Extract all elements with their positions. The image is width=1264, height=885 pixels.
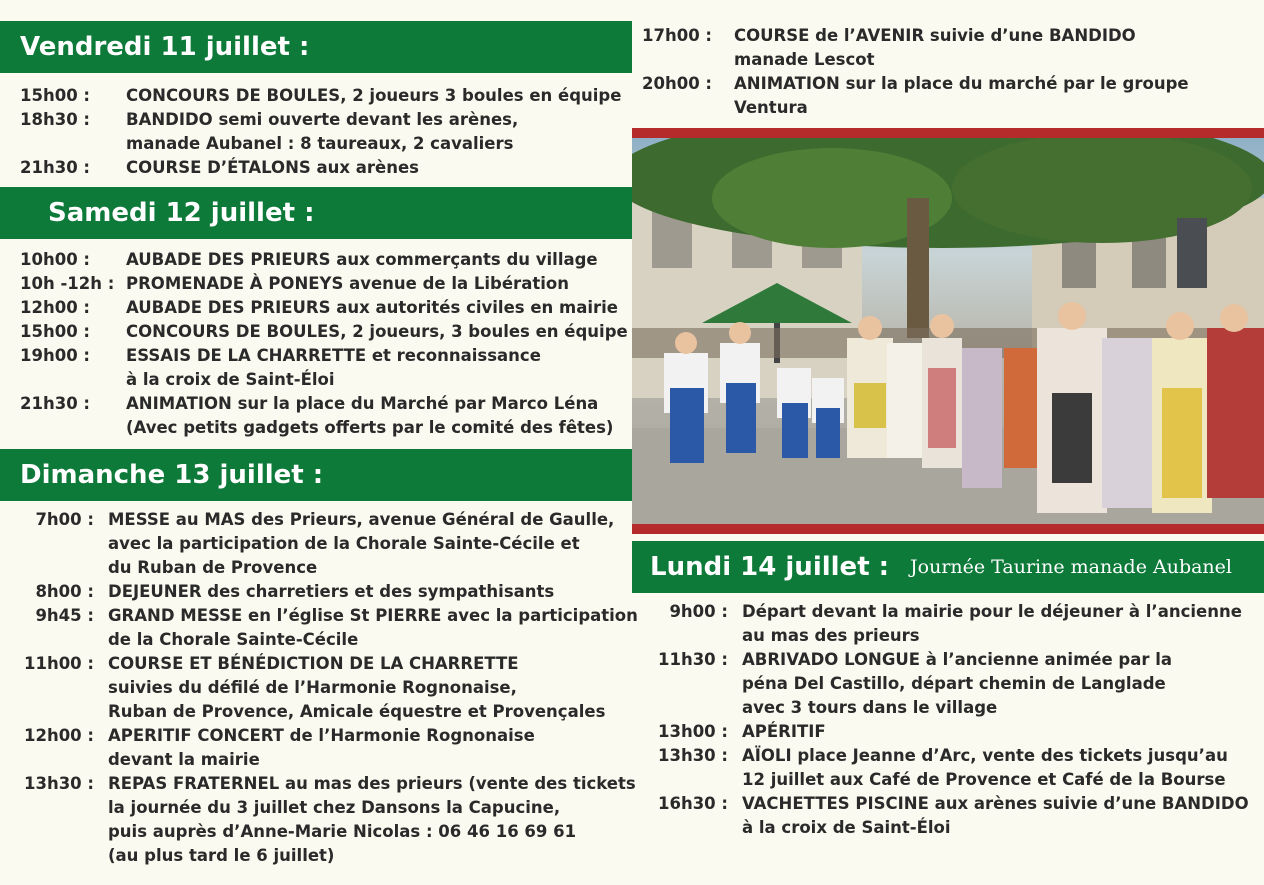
event-time: 17h00 :: [642, 26, 713, 45]
event-description: [108, 508, 638, 580]
event-line: ANIMATION sur la place du Marché par Marco Léna: [126, 394, 599, 413]
event-line: devant la mairie: [108, 750, 260, 769]
schedule-row: [20, 108, 621, 156]
event-line: manade Lescot: [734, 50, 875, 69]
day-header-vendredi: [0, 21, 632, 73]
schedule-row: [650, 648, 1249, 720]
day-title: Samedi 12 juillet :: [48, 198, 315, 228]
event-time: 10h -12h :: [20, 274, 115, 293]
event-line: CONCOURS DE BOULES, 2 joueurs 3 boules en équipe: [126, 86, 622, 105]
event-line: de la Chorale Sainte-Cécile: [108, 630, 359, 649]
event-description: [126, 156, 621, 180]
schedule-row: [650, 720, 1249, 744]
event-line: puis auprès d’Anne-Marie Nicolas : 06 46 16 69 61: [108, 822, 577, 841]
schedule-row: [20, 296, 628, 320]
event-description: [108, 652, 638, 724]
event-line: au mas des prieurs: [742, 626, 920, 645]
day-header-dimanche: [0, 449, 632, 501]
schedule-row: [20, 272, 628, 296]
event-line: PROMENADE À PONEYS avenue de la Libération: [126, 274, 569, 293]
schedule-vendredi: [20, 84, 621, 180]
schedule-row: [650, 600, 1249, 648]
schedule-lundi: [650, 600, 1249, 840]
event-line: COURSE ET BÉNÉDICTION DE LA CHARRETTE: [108, 654, 519, 673]
event-line: AÏOLI place Jeanne d’Arc, vente des tickets jusqu’au: [742, 746, 1228, 765]
event-description: [126, 248, 628, 272]
event-time: 15h00 :: [20, 86, 91, 105]
event-line: GRAND MESSE en l’église St PIERRE avec la participation: [108, 606, 638, 625]
day-header-lundi: [632, 541, 1264, 593]
event-time: 13h00 :: [657, 722, 728, 741]
event-description: [742, 792, 1249, 840]
event-line: (Avec petits gadgets offerts par le comité des fêtes): [126, 418, 614, 437]
event-line: ABRIVADO LONGUE à l’ancienne animée par la: [742, 650, 1173, 669]
event-line: Ruban de Provence, Amicale équestre et Provençales: [108, 702, 606, 721]
event-line: avec la participation de la Chorale Sainte-Cécile et: [108, 534, 580, 553]
parade-photo: [632, 138, 1264, 524]
event-description: [734, 72, 1189, 120]
event-description: [108, 580, 638, 604]
event-line: DEJEUNER des charretiers et des sympathisants: [108, 582, 555, 601]
event-time: 19h00 :: [20, 346, 91, 365]
photo-illustration: [632, 138, 1264, 524]
event-description: [108, 772, 638, 868]
event-line: COURSE de l’AVENIR suivie d’une BANDIDO: [734, 26, 1136, 45]
event-line: du Ruban de Provence: [108, 558, 318, 577]
event-line: Départ devant la mairie pour le déjeuner à l’ancienne: [742, 602, 1242, 621]
event-line: VACHETTES PISCINE aux arènes suivie d’une BANDIDO: [742, 794, 1249, 813]
event-time: 9h45 :: [35, 606, 94, 625]
event-line: 12 juillet aux Café de Provence et Café de la Bourse: [742, 770, 1226, 789]
event-line: CONCOURS DE BOULES, 2 joueurs, 3 boules en équipe: [126, 322, 628, 341]
event-time: 20h00 :: [642, 74, 713, 93]
schedule-samedi: [20, 248, 628, 440]
event-time: 15h00 :: [20, 322, 91, 341]
schedule-row: [20, 320, 628, 344]
event-time: 10h00 :: [20, 250, 91, 269]
day-title: Vendredi 11 juillet :: [20, 32, 310, 62]
event-line: à la croix de Saint-Éloi: [742, 818, 951, 837]
schedule-row: [642, 72, 1189, 120]
event-description: [108, 724, 638, 772]
event-description: [742, 720, 1249, 744]
schedule-row: [642, 24, 1189, 72]
schedule-row: [20, 724, 638, 772]
event-description: [126, 392, 628, 440]
event-description: [742, 648, 1249, 720]
schedule-row: [20, 344, 628, 392]
event-line: manade Aubanel : 8 taureaux, 2 cavaliers: [126, 134, 514, 153]
event-line: AUBADE DES PRIEURS aux commerçants du village: [126, 250, 598, 269]
event-time: 16h30 :: [657, 794, 728, 813]
schedule-samedi-suite: [642, 24, 1189, 120]
schedule-row: [20, 508, 638, 580]
event-line: suivies du défilé de l’Harmonie Rognonaise,: [108, 678, 517, 697]
event-time: 21h30 :: [20, 158, 91, 177]
event-line: COURSE D’ÉTALONS aux arènes: [126, 158, 419, 177]
event-line: la journée du 3 juillet chez Dansons la Capucine,: [108, 798, 561, 817]
event-time: 12h00 :: [23, 726, 94, 745]
event-time: 13h30 :: [23, 774, 94, 793]
event-description: [126, 108, 621, 156]
event-time: 13h30 :: [657, 746, 728, 765]
day-subtitle: Journée Taurine manade Aubanel: [910, 556, 1232, 578]
event-line: APERITIF CONCERT de l’Harmonie Rognonaise: [108, 726, 535, 745]
event-description: [742, 744, 1249, 792]
red-divider-bottom: [632, 524, 1264, 534]
schedule-row: [650, 792, 1249, 840]
event-line: BANDIDO semi ouverte devant les arènes,: [126, 110, 519, 129]
event-description: [126, 296, 628, 320]
event-description: [126, 84, 621, 108]
schedule-row: [20, 156, 621, 180]
schedule-row: [20, 652, 638, 724]
schedule-dimanche: [20, 508, 638, 868]
schedule-row: [20, 772, 638, 868]
event-line: à la croix de Saint-Éloi: [126, 370, 335, 389]
event-line: Ventura: [734, 98, 808, 117]
schedule-row: [20, 604, 638, 652]
event-description: [126, 320, 628, 344]
event-time: 7h00 :: [35, 510, 94, 529]
event-line: REPAS FRATERNEL au mas des prieurs (vente des tickets: [108, 774, 636, 793]
schedule-row: [20, 248, 628, 272]
event-line: APÉRITIF: [742, 722, 826, 741]
event-time: 8h00 :: [35, 582, 94, 601]
event-description: [734, 24, 1189, 72]
event-line: avec 3 tours dans le village: [742, 698, 998, 717]
event-description: [126, 344, 628, 392]
event-time: 11h00 :: [23, 654, 94, 673]
red-divider-top: [632, 128, 1264, 138]
event-time: 21h30 :: [20, 394, 91, 413]
schedule-row: [650, 744, 1249, 792]
event-line: ESSAIS DE LA CHARRETTE et reconnaissance: [126, 346, 541, 365]
event-time: 18h30 :: [20, 110, 91, 129]
event-line: MESSE au MAS des Prieurs, avenue Général de Gaulle,: [108, 510, 615, 529]
event-time: 9h00 :: [669, 602, 728, 621]
schedule-row: [20, 580, 638, 604]
event-line: péna Del Castillo, départ chemin de Langlade: [742, 674, 1166, 693]
day-title: Dimanche 13 juillet :: [20, 460, 324, 490]
event-description: [742, 600, 1249, 648]
event-line: AUBADE DES PRIEURS aux autorités civiles en mairie: [126, 298, 618, 317]
event-time: 12h00 :: [20, 298, 91, 317]
event-line: (au plus tard le 6 juillet): [108, 846, 335, 865]
event-line: ANIMATION sur la place du marché par le groupe: [734, 74, 1189, 93]
schedule-row: [20, 392, 628, 440]
event-time: 11h30 :: [657, 650, 728, 669]
day-header-samedi: [0, 187, 632, 239]
schedule-row: [20, 84, 621, 108]
day-title: Lundi 14 juillet :: [650, 552, 890, 582]
event-description: [108, 604, 638, 652]
event-description: [126, 272, 628, 296]
